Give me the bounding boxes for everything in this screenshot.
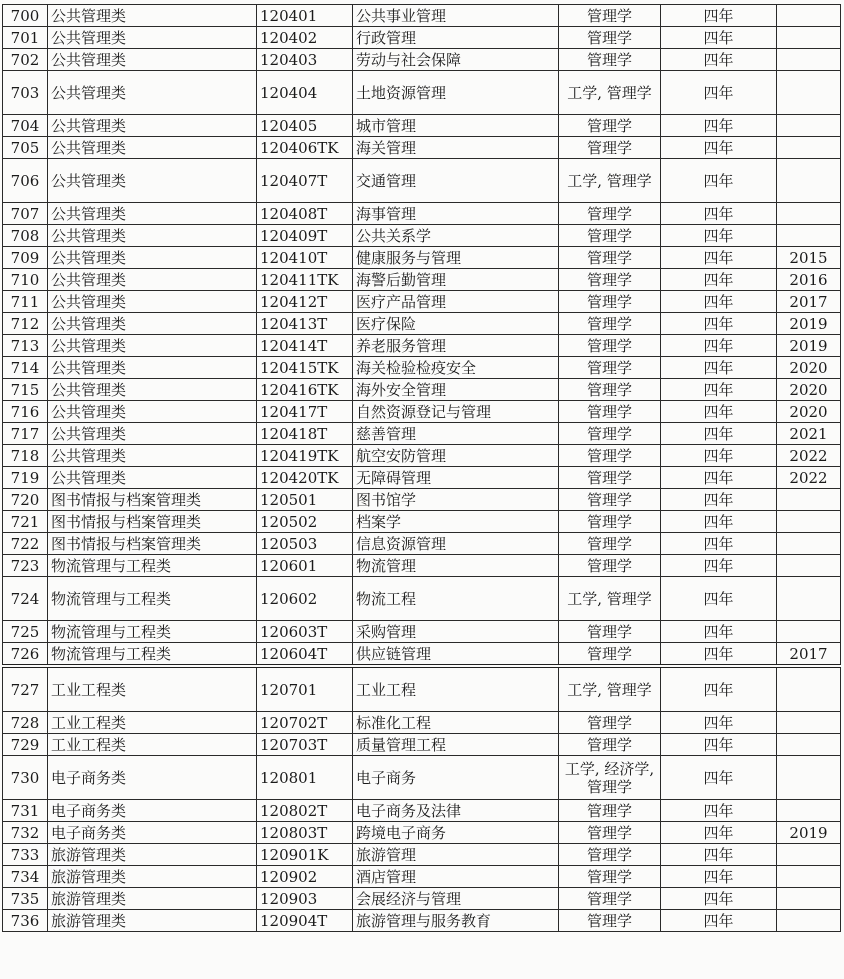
row-number: 702 <box>3 49 48 71</box>
discipline-cell: 管理学 <box>559 643 661 667</box>
table-body <box>3 5 841 932</box>
duration-cell: 四年 <box>661 800 777 822</box>
year-added-cell: 2017 <box>777 291 841 313</box>
major-name-cell: 档案学 <box>353 511 559 533</box>
major-code-cell: 120402 <box>257 27 353 49</box>
table-row <box>3 269 841 291</box>
major-code-cell: 120419TK <box>257 445 353 467</box>
discipline-cell: 管理学 <box>559 401 661 423</box>
table-row <box>3 203 841 225</box>
major-name-cell: 无障碍管理 <box>353 467 559 489</box>
year-added-cell: 2019 <box>777 335 841 357</box>
duration-cell: 四年 <box>661 910 777 932</box>
major-name-cell: 公共关系学 <box>353 225 559 247</box>
table-row <box>3 822 841 844</box>
category-cell: 公共管理类 <box>48 379 257 401</box>
major-code-cell: 120404 <box>257 71 353 115</box>
major-name-cell: 城市管理 <box>353 115 559 137</box>
discipline-cell: 管理学 <box>559 27 661 49</box>
row-number: 723 <box>3 555 48 577</box>
major-name-cell: 交通管理 <box>353 159 559 203</box>
category-cell: 旅游管理类 <box>48 910 257 932</box>
row-number: 710 <box>3 269 48 291</box>
table-row <box>3 866 841 888</box>
duration-cell: 四年 <box>661 866 777 888</box>
category-cell: 公共管理类 <box>48 467 257 489</box>
row-number: 716 <box>3 401 48 423</box>
category-cell: 公共管理类 <box>48 27 257 49</box>
discipline-cell: 管理学 <box>559 888 661 910</box>
duration-cell: 四年 <box>661 844 777 866</box>
category-cell: 电子商务类 <box>48 756 257 800</box>
major-code-cell: 120603T <box>257 621 353 643</box>
table-row <box>3 756 841 800</box>
year-added-cell <box>777 203 841 225</box>
discipline-cell: 管理学 <box>559 555 661 577</box>
table-row <box>3 910 841 932</box>
major-code-cell: 120801 <box>257 756 353 800</box>
discipline-cell: 管理学 <box>559 621 661 643</box>
year-added-cell: 2022 <box>777 467 841 489</box>
year-added-cell <box>777 555 841 577</box>
major-code-cell: 120401 <box>257 5 353 27</box>
row-number: 730 <box>3 756 48 800</box>
major-code-cell: 120904T <box>257 910 353 932</box>
category-cell: 图书情报与档案管理类 <box>48 511 257 533</box>
year-added-cell <box>777 115 841 137</box>
table-row <box>3 555 841 577</box>
major-name-cell: 医疗保险 <box>353 313 559 335</box>
year-added-cell <box>777 621 841 643</box>
major-name-cell: 工业工程 <box>353 666 559 712</box>
year-added-cell <box>777 577 841 621</box>
table-row <box>3 734 841 756</box>
duration-cell: 四年 <box>661 27 777 49</box>
row-number: 712 <box>3 313 48 335</box>
discipline-cell: 管理学 <box>559 225 661 247</box>
category-cell: 公共管理类 <box>48 357 257 379</box>
major-name-cell: 采购管理 <box>353 621 559 643</box>
duration-cell: 四年 <box>661 423 777 445</box>
major-code-cell: 120408T <box>257 203 353 225</box>
category-cell: 公共管理类 <box>48 71 257 115</box>
table-row <box>3 291 841 313</box>
major-name-cell: 旅游管理 <box>353 844 559 866</box>
duration-cell: 四年 <box>661 49 777 71</box>
discipline-cell: 管理学 <box>559 247 661 269</box>
year-added-cell: 2016 <box>777 269 841 291</box>
discipline-cell: 管理学 <box>559 423 661 445</box>
major-code-cell: 120501 <box>257 489 353 511</box>
discipline-cell: 工学, 管理学 <box>559 577 661 621</box>
duration-cell: 四年 <box>661 159 777 203</box>
major-name-cell: 土地资源管理 <box>353 71 559 115</box>
row-number: 736 <box>3 910 48 932</box>
category-cell: 公共管理类 <box>48 137 257 159</box>
row-number: 732 <box>3 822 48 844</box>
duration-cell: 四年 <box>661 643 777 667</box>
duration-cell: 四年 <box>661 225 777 247</box>
major-name-cell: 酒店管理 <box>353 866 559 888</box>
year-added-cell <box>777 666 841 712</box>
discipline-cell: 管理学 <box>559 115 661 137</box>
row-number: 718 <box>3 445 48 467</box>
category-cell: 公共管理类 <box>48 49 257 71</box>
major-code-cell: 120415TK <box>257 357 353 379</box>
year-added-cell: 2020 <box>777 401 841 423</box>
row-number: 705 <box>3 137 48 159</box>
duration-cell: 四年 <box>661 555 777 577</box>
category-cell: 公共管理类 <box>48 423 257 445</box>
table-row <box>3 489 841 511</box>
major-name-cell: 养老服务管理 <box>353 335 559 357</box>
duration-cell: 四年 <box>661 756 777 800</box>
table-row <box>3 159 841 203</box>
row-number: 729 <box>3 734 48 756</box>
table-row <box>3 844 841 866</box>
major-name-cell: 航空安防管理 <box>353 445 559 467</box>
table-row <box>3 225 841 247</box>
row-number: 731 <box>3 800 48 822</box>
year-added-cell <box>777 159 841 203</box>
year-added-cell: 2019 <box>777 313 841 335</box>
category-cell: 物流管理与工程类 <box>48 577 257 621</box>
category-cell: 公共管理类 <box>48 335 257 357</box>
year-added-cell: 2017 <box>777 643 841 667</box>
year-added-cell <box>777 756 841 800</box>
category-cell: 公共管理类 <box>48 115 257 137</box>
discipline-cell: 管理学 <box>559 844 661 866</box>
major-code-cell: 120403 <box>257 49 353 71</box>
major-code-cell: 120418T <box>257 423 353 445</box>
table-row <box>3 643 841 667</box>
duration-cell: 四年 <box>661 712 777 734</box>
row-number: 707 <box>3 203 48 225</box>
major-code-cell: 120903 <box>257 888 353 910</box>
table-row <box>3 533 841 555</box>
duration-cell: 四年 <box>661 313 777 335</box>
table-row <box>3 712 841 734</box>
major-name-cell: 海外安全管理 <box>353 379 559 401</box>
discipline-cell: 管理学 <box>559 533 661 555</box>
year-added-cell <box>777 49 841 71</box>
major-name-cell: 海警后勤管理 <box>353 269 559 291</box>
year-added-cell <box>777 844 841 866</box>
discipline-cell: 管理学 <box>559 49 661 71</box>
table-row <box>3 71 841 115</box>
major-code-cell: 120703T <box>257 734 353 756</box>
discipline-cell: 管理学 <box>559 489 661 511</box>
row-number: 733 <box>3 844 48 866</box>
major-code-cell: 120601 <box>257 555 353 577</box>
table-row <box>3 335 841 357</box>
major-code-cell: 120901K <box>257 844 353 866</box>
year-added-cell: 2022 <box>777 445 841 467</box>
row-number: 728 <box>3 712 48 734</box>
discipline-cell: 管理学 <box>559 712 661 734</box>
row-number: 708 <box>3 225 48 247</box>
year-added-cell <box>777 5 841 27</box>
year-added-cell <box>777 511 841 533</box>
row-number: 735 <box>3 888 48 910</box>
category-cell: 旅游管理类 <box>48 844 257 866</box>
category-cell: 公共管理类 <box>48 291 257 313</box>
duration-cell: 四年 <box>661 734 777 756</box>
category-cell: 电子商务类 <box>48 822 257 844</box>
duration-cell: 四年 <box>661 467 777 489</box>
discipline-cell: 管理学 <box>559 313 661 335</box>
major-code-cell: 120417T <box>257 401 353 423</box>
category-cell: 公共管理类 <box>48 445 257 467</box>
category-cell: 工业工程类 <box>48 712 257 734</box>
row-number: 724 <box>3 577 48 621</box>
discipline-cell: 管理学 <box>559 335 661 357</box>
duration-cell: 四年 <box>661 489 777 511</box>
duration-cell: 四年 <box>661 269 777 291</box>
row-number: 701 <box>3 27 48 49</box>
major-name-cell: 跨境电子商务 <box>353 822 559 844</box>
major-name-cell: 电子商务及法律 <box>353 800 559 822</box>
major-code-cell: 120420TK <box>257 467 353 489</box>
duration-cell: 四年 <box>661 203 777 225</box>
table-row <box>3 467 841 489</box>
table-row <box>3 621 841 643</box>
duration-cell: 四年 <box>661 115 777 137</box>
major-name-cell: 医疗产品管理 <box>353 291 559 313</box>
year-added-cell <box>777 533 841 555</box>
year-added-cell: 2019 <box>777 822 841 844</box>
discipline-cell: 管理学 <box>559 357 661 379</box>
major-code-cell: 120412T <box>257 291 353 313</box>
major-name-cell: 慈善管理 <box>353 423 559 445</box>
row-number: 734 <box>3 866 48 888</box>
row-number: 715 <box>3 379 48 401</box>
row-number: 714 <box>3 357 48 379</box>
year-added-cell <box>777 800 841 822</box>
duration-cell: 四年 <box>661 401 777 423</box>
duration-cell: 四年 <box>661 379 777 401</box>
discipline-cell: 管理学 <box>559 822 661 844</box>
discipline-cell: 管理学 <box>559 467 661 489</box>
row-number: 720 <box>3 489 48 511</box>
table-row <box>3 357 841 379</box>
major-code-cell: 120413T <box>257 313 353 335</box>
category-cell: 物流管理与工程类 <box>48 643 257 667</box>
table-row <box>3 313 841 335</box>
duration-cell: 四年 <box>661 137 777 159</box>
row-number: 719 <box>3 467 48 489</box>
category-cell: 公共管理类 <box>48 159 257 203</box>
table-row <box>3 379 841 401</box>
major-name-cell: 会展经济与管理 <box>353 888 559 910</box>
discipline-cell: 管理学 <box>559 203 661 225</box>
table-row <box>3 445 841 467</box>
row-number: 722 <box>3 533 48 555</box>
duration-cell: 四年 <box>661 71 777 115</box>
discipline-cell: 工学, 管理学 <box>559 71 661 115</box>
year-added-cell <box>777 27 841 49</box>
discipline-cell: 管理学 <box>559 511 661 533</box>
category-cell: 物流管理与工程类 <box>48 555 257 577</box>
year-added-cell <box>777 734 841 756</box>
category-cell: 电子商务类 <box>48 800 257 822</box>
duration-cell: 四年 <box>661 511 777 533</box>
year-added-cell <box>777 489 841 511</box>
major-name-cell: 海事管理 <box>353 203 559 225</box>
discipline-cell: 工学, 管理学 <box>559 159 661 203</box>
category-cell: 公共管理类 <box>48 401 257 423</box>
major-name-cell: 质量管理工程 <box>353 734 559 756</box>
table-row <box>3 800 841 822</box>
category-cell: 公共管理类 <box>48 5 257 27</box>
duration-cell: 四年 <box>661 666 777 712</box>
table-row <box>3 27 841 49</box>
major-catalog-table <box>2 4 841 932</box>
major-code-cell: 120702T <box>257 712 353 734</box>
row-number: 700 <box>3 5 48 27</box>
category-cell: 工业工程类 <box>48 734 257 756</box>
major-code-cell: 120503 <box>257 533 353 555</box>
year-added-cell <box>777 910 841 932</box>
row-number: 717 <box>3 423 48 445</box>
row-number: 703 <box>3 71 48 115</box>
year-added-cell: 2015 <box>777 247 841 269</box>
major-name-cell: 信息资源管理 <box>353 533 559 555</box>
category-cell: 旅游管理类 <box>48 866 257 888</box>
major-name-cell: 电子商务 <box>353 756 559 800</box>
year-added-cell <box>777 71 841 115</box>
year-added-cell <box>777 866 841 888</box>
major-name-cell: 劳动与社会保障 <box>353 49 559 71</box>
major-name-cell: 自然资源登记与管理 <box>353 401 559 423</box>
discipline-cell: 管理学 <box>559 291 661 313</box>
major-name-cell: 供应链管理 <box>353 643 559 667</box>
row-number: 727 <box>3 666 48 712</box>
table-row <box>3 247 841 269</box>
duration-cell: 四年 <box>661 247 777 269</box>
category-cell: 公共管理类 <box>48 313 257 335</box>
category-cell: 工业工程类 <box>48 666 257 712</box>
discipline-cell: 工学, 管理学 <box>559 666 661 712</box>
major-code-cell: 120502 <box>257 511 353 533</box>
major-code-cell: 120902 <box>257 866 353 888</box>
category-cell: 图书情报与档案管理类 <box>48 489 257 511</box>
year-added-cell <box>777 137 841 159</box>
discipline-cell: 工学, 经济学, 管理学 <box>559 756 661 800</box>
discipline-cell: 管理学 <box>559 137 661 159</box>
major-code-cell: 120802T <box>257 800 353 822</box>
discipline-cell: 管理学 <box>559 379 661 401</box>
duration-cell: 四年 <box>661 445 777 467</box>
year-added-cell <box>777 712 841 734</box>
major-name-cell: 海关检验检疫安全 <box>353 357 559 379</box>
major-code-cell: 120604T <box>257 643 353 667</box>
row-number: 726 <box>3 643 48 667</box>
table-row <box>3 423 841 445</box>
major-name-cell: 物流工程 <box>353 577 559 621</box>
major-name-cell: 物流管理 <box>353 555 559 577</box>
duration-cell: 四年 <box>661 621 777 643</box>
discipline-cell: 管理学 <box>559 910 661 932</box>
major-code-cell: 120414T <box>257 335 353 357</box>
duration-cell: 四年 <box>661 533 777 555</box>
major-name-cell: 行政管理 <box>353 27 559 49</box>
major-code-cell: 120416TK <box>257 379 353 401</box>
major-name-cell: 旅游管理与服务教育 <box>353 910 559 932</box>
duration-cell: 四年 <box>661 357 777 379</box>
table-row <box>3 577 841 621</box>
category-cell: 公共管理类 <box>48 269 257 291</box>
row-number: 721 <box>3 511 48 533</box>
year-added-cell: 2021 <box>777 423 841 445</box>
major-code-cell: 120410T <box>257 247 353 269</box>
table-row <box>3 401 841 423</box>
duration-cell: 四年 <box>661 5 777 27</box>
row-number: 709 <box>3 247 48 269</box>
major-code-cell: 120701 <box>257 666 353 712</box>
major-code-cell: 120803T <box>257 822 353 844</box>
discipline-cell: 管理学 <box>559 734 661 756</box>
table-row <box>3 49 841 71</box>
row-number: 706 <box>3 159 48 203</box>
major-code-cell: 120406TK <box>257 137 353 159</box>
duration-cell: 四年 <box>661 577 777 621</box>
category-cell: 物流管理与工程类 <box>48 621 257 643</box>
discipline-cell: 管理学 <box>559 800 661 822</box>
major-name-cell: 健康服务与管理 <box>353 247 559 269</box>
year-added-cell <box>777 225 841 247</box>
row-number: 711 <box>3 291 48 313</box>
table-row <box>3 115 841 137</box>
row-number: 713 <box>3 335 48 357</box>
duration-cell: 四年 <box>661 888 777 910</box>
duration-cell: 四年 <box>661 822 777 844</box>
year-added-cell: 2020 <box>777 357 841 379</box>
discipline-cell: 管理学 <box>559 445 661 467</box>
major-code-cell: 120407T <box>257 159 353 203</box>
discipline-cell: 管理学 <box>559 5 661 27</box>
table-row <box>3 5 841 27</box>
category-cell: 图书情报与档案管理类 <box>48 533 257 555</box>
major-code-cell: 120411TK <box>257 269 353 291</box>
table-row <box>3 666 841 712</box>
category-cell: 公共管理类 <box>48 225 257 247</box>
table-row <box>3 888 841 910</box>
major-name-cell: 公共事业管理 <box>353 5 559 27</box>
table-row <box>3 511 841 533</box>
category-cell: 公共管理类 <box>48 247 257 269</box>
row-number: 704 <box>3 115 48 137</box>
duration-cell: 四年 <box>661 291 777 313</box>
major-code-cell: 120602 <box>257 577 353 621</box>
major-name-cell: 标准化工程 <box>353 712 559 734</box>
major-name-cell: 海关管理 <box>353 137 559 159</box>
year-added-cell <box>777 888 841 910</box>
category-cell: 旅游管理类 <box>48 888 257 910</box>
discipline-cell: 管理学 <box>559 866 661 888</box>
discipline-cell: 管理学 <box>559 269 661 291</box>
year-added-cell: 2020 <box>777 379 841 401</box>
row-number: 725 <box>3 621 48 643</box>
category-cell: 公共管理类 <box>48 203 257 225</box>
table-row <box>3 137 841 159</box>
major-code-cell: 120405 <box>257 115 353 137</box>
major-code-cell: 120409T <box>257 225 353 247</box>
duration-cell: 四年 <box>661 335 777 357</box>
major-name-cell: 图书馆学 <box>353 489 559 511</box>
